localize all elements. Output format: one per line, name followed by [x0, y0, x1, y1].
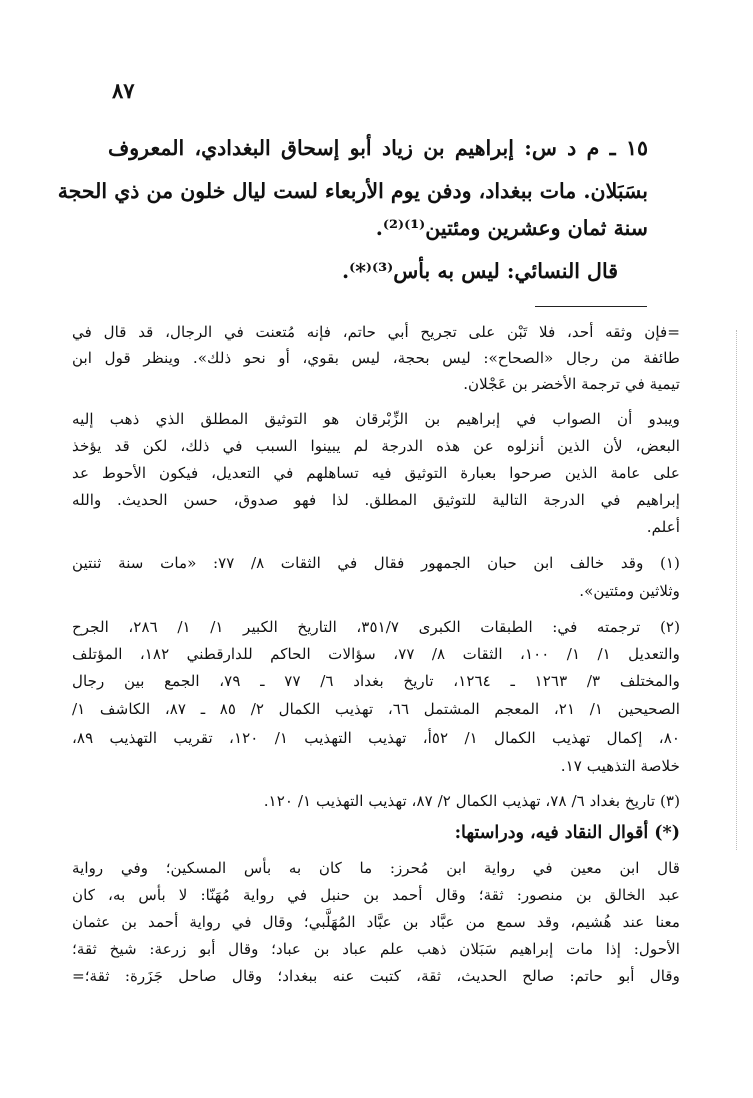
entry-line-4: قال النسائي: ليس به بأس⁽³⁾⁽*⁾. — [341, 259, 618, 283]
footnote-2-line-2: والتعديل ١/ ١/ ١٠٠، الثقات ٨/ ٧٧، سؤالات الحاكم للدارقطني ١٨٢، المؤتلف — [72, 645, 680, 663]
opinion-line-3: على عامة الذين صرحوا بعبارة التوثيق فيه تساهلهم في التعديل، فيكون الأحوط عد — [72, 464, 680, 482]
critics-line-2: عبد الخالق بن منصور: ثقة؛ وقال أحمد بن حنبل في رواية مُهَنّا: لا بأس به، كان — [72, 886, 680, 904]
critics-line-4: الأحول: إذا مات إبراهيم سَبَلان ذهب علم عباد بن عباد؛ وقال أبو زرعة: شيخ ثقة؛ — [72, 940, 680, 958]
footnote-continuation-line-3: تيمية في ترجمة الأخضر بن عَجْلان. — [463, 375, 680, 393]
entry-line-2: بسَبَلان. مات ببغداد، ودفن يوم الأربعاء لست ليال خلون من ذي الحجة — [57, 179, 648, 203]
opinion-line-5: أعلم. — [646, 518, 680, 536]
opinion-line-1: ويبدو أن الصواب في إبراهيم بن الزِّبْرقان هو التوثيق المطلق الذي ذهب إليه — [72, 410, 680, 428]
opinion-line-2: البعض، لأن الذين أنزلوه عن هذه الدرجة لم يبينوا السبب في ذلك، لكن قد يؤخذ — [72, 437, 680, 455]
footnote-2-line-6: خلاصة التذهيب ١٧. — [560, 757, 680, 775]
critics-line-1: قال ابن معين في رواية ابن مُحرز: ما كان به بأس المسكين؛ وفي رواية — [72, 859, 680, 877]
scan-edge-artifact — [728, 330, 737, 850]
entry-line-3: سنة ثمان وعشرين ومئتين⁽¹⁾⁽²⁾. — [375, 216, 648, 240]
entry-line-1: ١٥ ـ م د س: إبراهيم بن زياد أبو إسحاق البغدادي، المعروف — [108, 136, 648, 160]
footnote-2-line-1: (٢) ترجمته في: الطبقات الكبرى ٣٥١/٧، التاريخ الكبير ١/ ١/ ٢٨٦، الجرح — [72, 618, 680, 636]
critics-heading: (*) أقوال النقاد فيه، ودراستها: — [454, 823, 680, 843]
footnote-1-line-1: (١) وقد خالف ابن حبان الجمهور فقال في الثقات ٨/ ٧٧: «مات سنة ثنتين — [72, 554, 680, 572]
footnote-continuation-line-1: =فإن وثقه أحد، فلا تَبْن على تجريح أبي حاتم، فإنه مُتعنت في الرجال، قد قال في — [72, 323, 680, 341]
critics-line-3: معنا عند هُشيم، وقد سمع من عبَّاد بن عبَّاد المُهَلَّبي؛ وقال في رواية أحمد بن عثمان — [72, 913, 680, 931]
footnote-continuation-line-2: طائفة من رجال «الصحاح»: ليس بحجة، ليس بقوي، أو نحو ذلك». وينظر قول ابن — [72, 349, 680, 367]
footnote-2-line-4: الصحيحين ١/ ٢١، المعجم المشتمل ٦٦، تهذيب الكمال ٢/ ٨٥ ـ ٨٧، الكاشف ١/ — [72, 700, 680, 718]
footnote-2-line-5: ٨٠، إكمال تهذيب الكمال ١/ ٥٢أ، تهذيب التهذيب ١/ ١٢٠، تقريب التهذيب ٨٩، — [72, 729, 681, 747]
footnote-1-line-2: وثلاثين ومئتين». — [579, 582, 680, 600]
opinion-line-4: إبراهيم في الدرجة التالية للتوثيق المطلق. لذا فهو صدوق، حسن الحديث. والله — [72, 491, 680, 509]
critics-line-5: وقال أبو حاتم: صالح الحديث، ثقة، كتبت عنه ببغداد؛ وقال صاحل جَزَرة: ثقة؛= — [72, 967, 680, 985]
page-number: ٨٧ — [112, 78, 135, 103]
footnote-separator — [535, 306, 647, 307]
footnote-2-line-3: والمختلف ٣/ ١٢٦٣ ـ ١٢٦٤، تاريخ بغداد ٦/ ٧٧ ـ ٧٩، الجمع بين رجال — [72, 672, 680, 690]
footnote-3-line: (٣) تاريخ بغداد ٦/ ٧٨، تهذيب الكمال ٢/ ٨٧، تهذيب التهذيب ١/ ١٢٠. — [263, 792, 680, 810]
